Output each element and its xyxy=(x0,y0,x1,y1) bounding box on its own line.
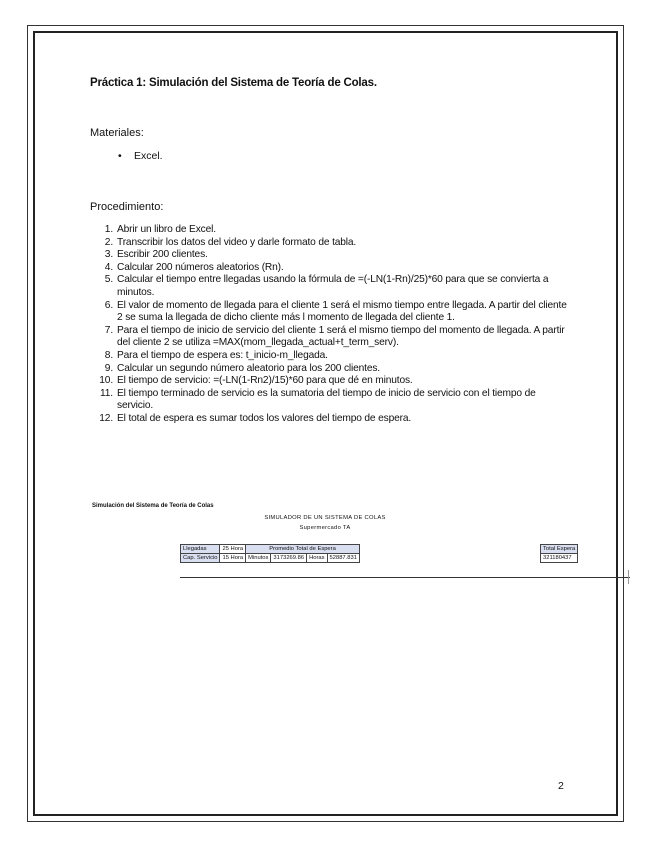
table-row xyxy=(541,554,578,563)
step-number: 5. xyxy=(104,274,113,286)
step-number: 4. xyxy=(104,261,113,273)
llegadas-value: 25 Hora xyxy=(220,545,246,554)
step-text: El valor de momento de llegada para el cliente 1 será el mismo tiempo entre llegada. A partir del cliente 2 se suma la llegada de dicho cliente más l momento de llegada del cliente 1. xyxy=(117,299,567,324)
step-text: Para el tiempo de inicio de servicio del cliente 1 será el mismo tiempo del momento de llegada. A partir del cliente 2 se utiliza =MAX(mom_llegada_actual+t_term_serv). xyxy=(117,324,565,349)
step-number: 8. xyxy=(104,349,113,361)
step-number: 6. xyxy=(104,299,113,311)
step-number: 7. xyxy=(104,324,113,336)
total-label: Total Espera xyxy=(541,545,578,554)
divider-line xyxy=(180,577,630,578)
step-text: Calcular 200 números aleatorios (Rn). xyxy=(117,261,284,273)
procedure-step xyxy=(92,388,572,413)
materiales-heading: Materiales: xyxy=(90,127,144,139)
bullet-icon: • xyxy=(118,150,122,162)
document-title: Práctica 1: Simulación del Sistema de Teoría de Colas. xyxy=(90,77,377,89)
procedure-step xyxy=(92,249,572,262)
procedure-step xyxy=(92,350,572,363)
procedure-step xyxy=(92,274,572,299)
minutos-label: Minutos xyxy=(246,554,271,563)
list-item: • Excel. xyxy=(118,150,163,162)
column-edge-mark xyxy=(628,570,629,584)
procedure-step xyxy=(92,325,572,350)
procedure-step xyxy=(92,300,572,325)
procedure-step xyxy=(92,224,572,237)
step-number: 11. xyxy=(100,387,113,399)
step-number: 1. xyxy=(104,224,113,235)
procedimiento-steps xyxy=(92,224,572,426)
procedure-step xyxy=(92,262,572,275)
procedure-step xyxy=(92,375,572,388)
step-number: 2. xyxy=(104,236,113,248)
horas-label: Horas xyxy=(307,554,327,563)
step-text: Para el tiempo de espera es: t_inicio-m_llegada. xyxy=(117,349,328,361)
simulator-subheader: Supermercado TA xyxy=(299,525,351,531)
params-table xyxy=(180,544,360,563)
procedure-step xyxy=(92,363,572,376)
step-text: Escribir 200 clientes. xyxy=(117,249,208,261)
step-number: 10. xyxy=(99,375,113,387)
step-text: El tiempo de servicio: =(-LN(1-Rn2)/15)*60 para que dé en minutos. xyxy=(117,375,413,387)
sheet-title: Simulación del Sistema de Teoría de Colas xyxy=(92,503,214,509)
step-number: 3. xyxy=(104,249,113,261)
total-table xyxy=(540,544,578,563)
step-number: 9. xyxy=(104,362,113,374)
simulator-header: SIMULADOR DE UN SISTEMA DE COLAS xyxy=(264,515,386,521)
step-text: Abrir un libro de Excel. xyxy=(117,224,216,235)
table-row xyxy=(181,554,360,563)
minutos-value: 3173269.86 xyxy=(271,554,307,563)
servicio-value: 15 Hora xyxy=(220,554,246,563)
procedure-step xyxy=(92,413,572,426)
procedure-step xyxy=(92,237,572,250)
step-text: Calcular un segundo número aleatorio para los 200 clientes. xyxy=(117,362,380,374)
horas-value: 52887.831 xyxy=(327,554,359,563)
step-text: Transcribir los datos del video y darle formato de tabla. xyxy=(117,236,357,248)
llegadas-label: Llegadas xyxy=(181,545,220,554)
step-text: El tiempo terminado de servicio es la sumatoria del tiempo de inicio de servicio con el tiempo de servicio. xyxy=(117,387,536,412)
step-text: El total de espera es sumar todos los valores del tiempo de espera. xyxy=(117,412,412,424)
step-text: Calcular el tiempo entre llegadas usando la fórmula de =(-LN(1-Rn)/25)*60 para que se convierta a minutos. xyxy=(117,274,549,298)
page-number: 2 xyxy=(558,780,564,792)
servicio-label: Cap. Servicio xyxy=(181,554,220,563)
step-number: 12. xyxy=(99,412,113,424)
table-row xyxy=(181,545,360,554)
promedio-label: Promedio Total de Espera xyxy=(246,545,360,554)
table-row xyxy=(541,545,578,554)
total-value: 321180437 xyxy=(541,554,578,563)
materiales-list xyxy=(118,150,163,162)
procedimiento-heading: Procedimiento: xyxy=(90,201,164,213)
